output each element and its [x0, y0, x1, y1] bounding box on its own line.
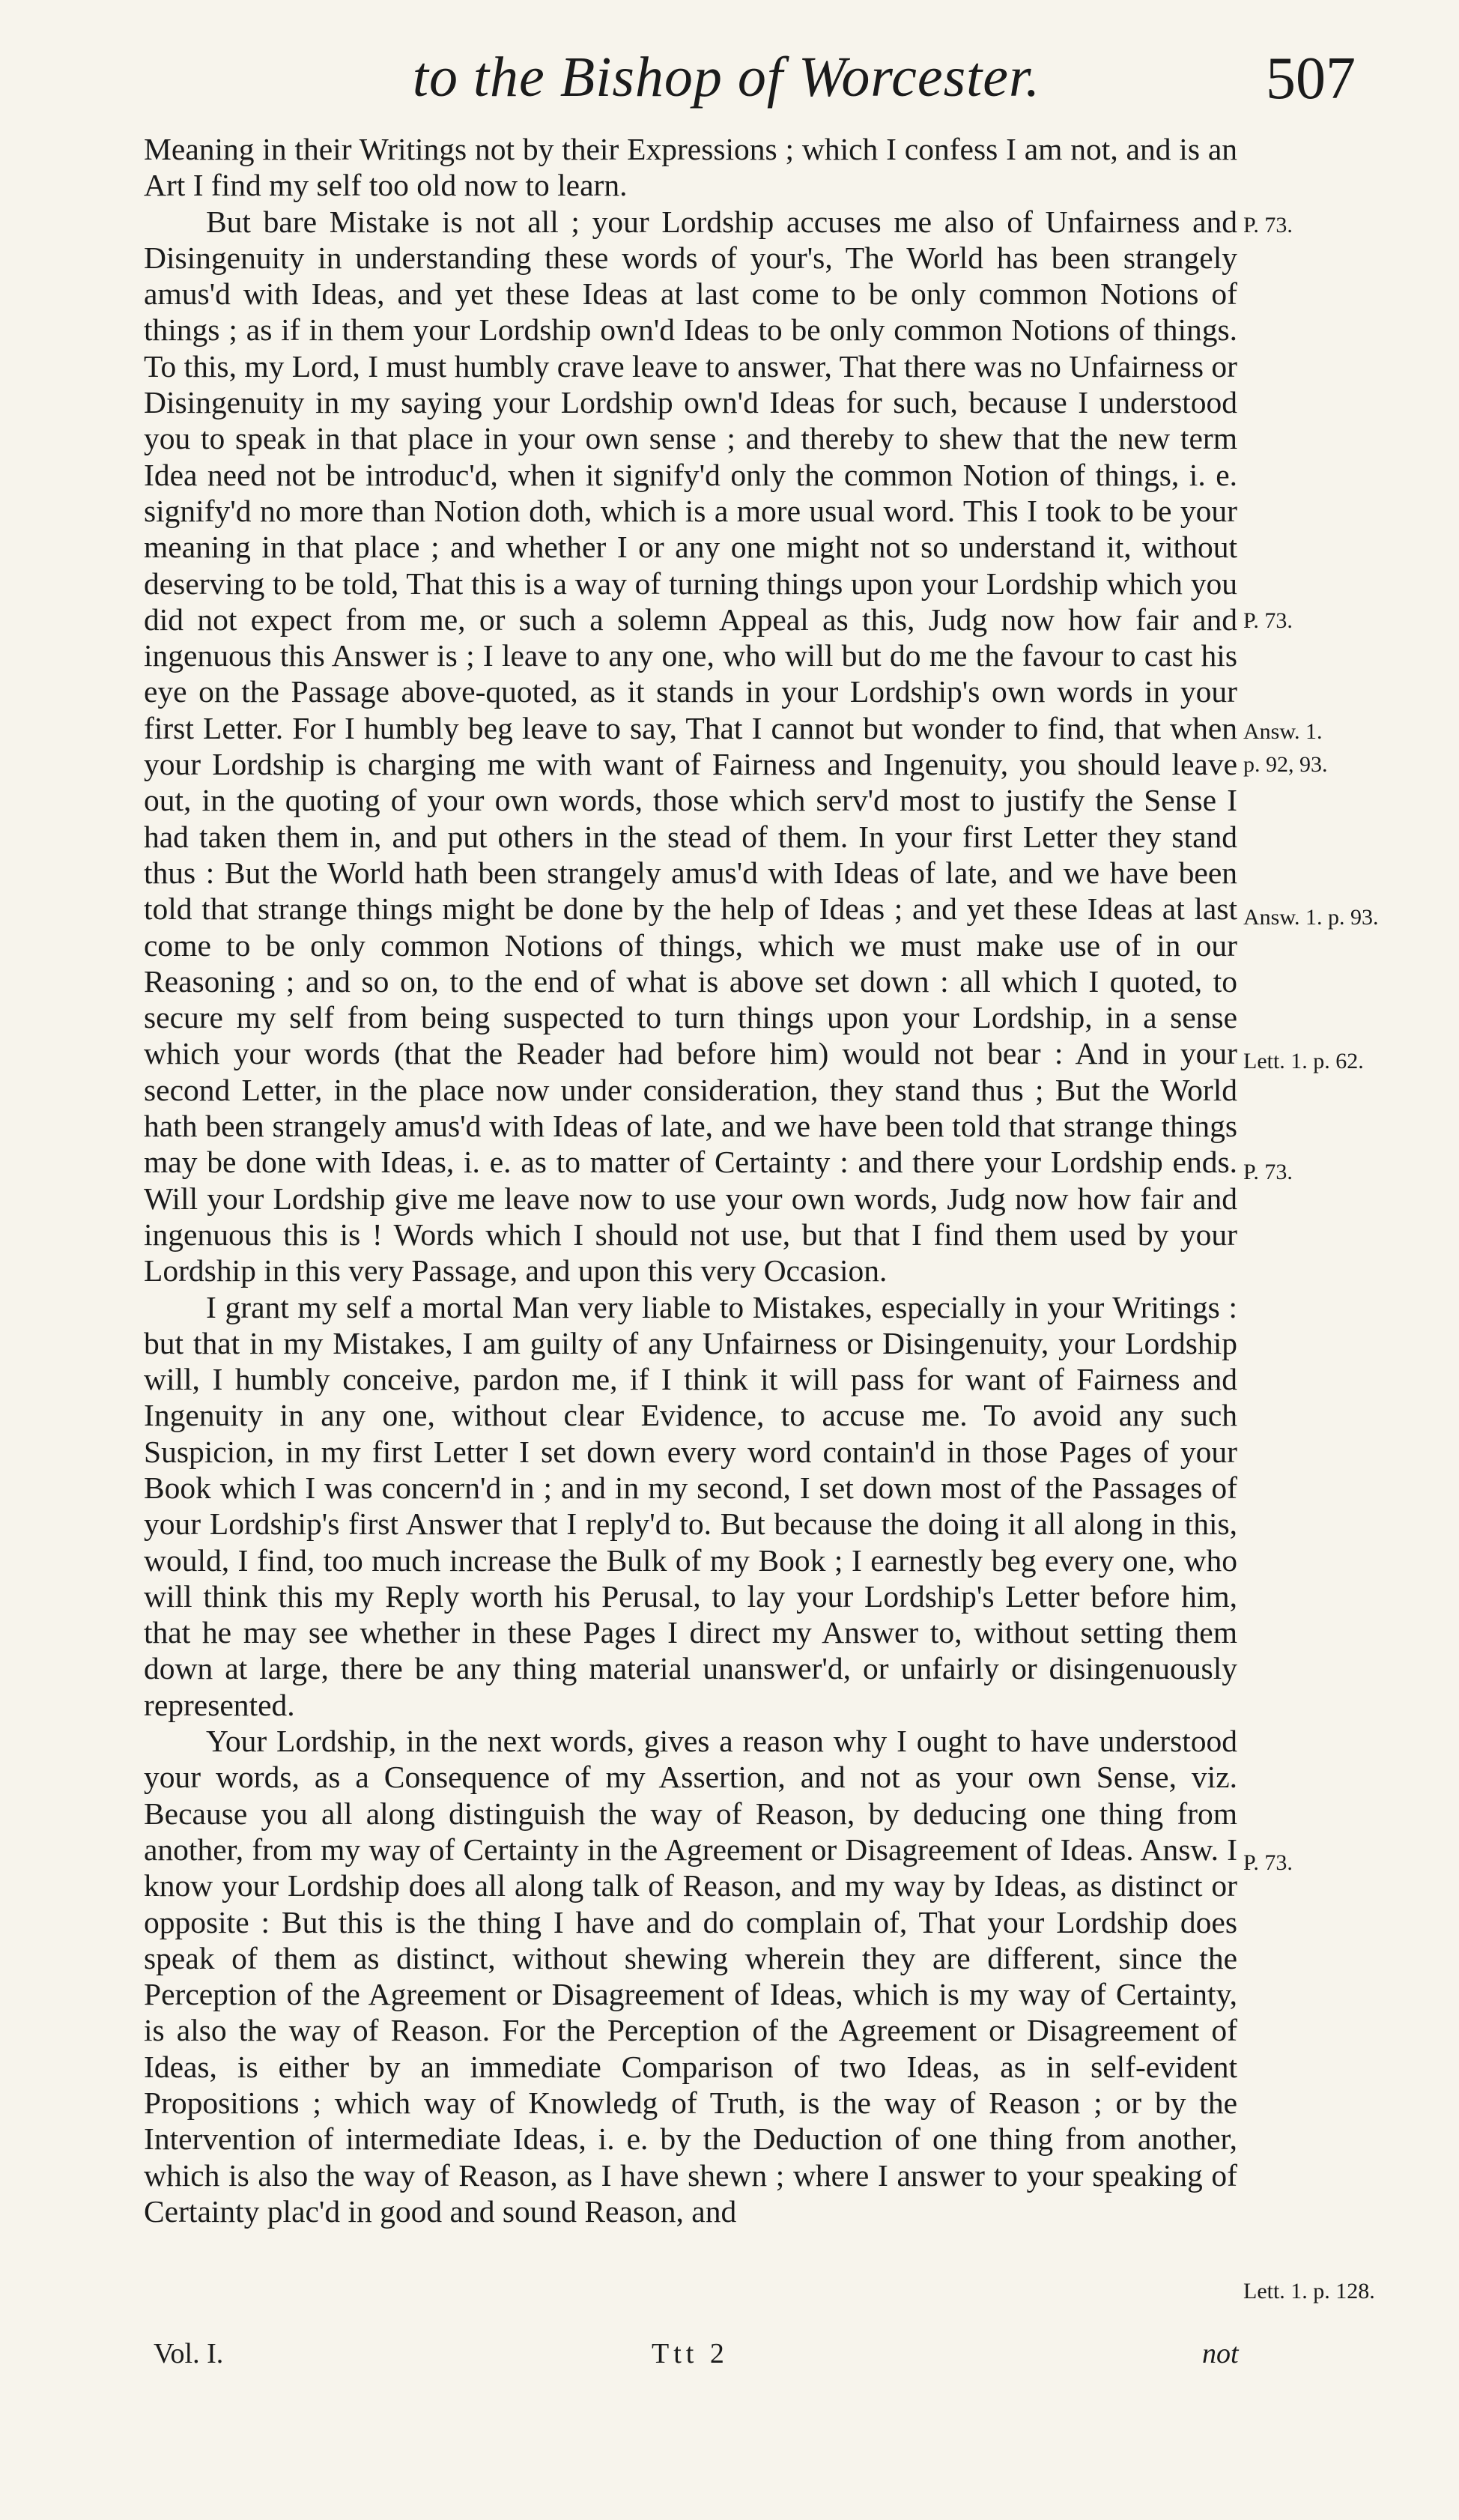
page-header: [0, 45, 1459, 127]
body-text: [144, 131, 1237, 2229]
margin-note: P. 73.: [1243, 1160, 1293, 1184]
catchword: not: [1202, 2338, 1239, 2369]
margin-notes: [1243, 0, 1459, 2520]
margin-note: p. 92, 93.: [1243, 752, 1328, 777]
paragraph: Your Lordship, in the next words, gives a reason why I ought to have understood your words, as a Consequence of my Assertion, and not as your own Sense, viz. Because you all along distinguish the way of Reason, by deducing one thing from another, from my way of Certainty in the Agreement or Disagreement of Ideas. Answ. I know your Lordship does all along talk of Reason, and my way by Ideas, as distinct or opposite : But this is the thing I have and do complain of, That your Lordship does speak of them as distinct, without shewing wherein they are different, since the Perception of the Agreement or Disagreement of Ideas, which is my way of Certainty, is also the way of Reason. For the Perception of the Agreement or Disagreement of Ideas, is either by an immediate Comparison of two Ideas, as in self-evident Propositions ; which way of Knowledg of Truth, is the way of Reason ; or by the Intervention of intermediate Ideas, i. e. by the Deduction of one thing from another, which is also the way of Reason, as I have shewn ; where I answer to your speaking of Certainty plac'd in good and sound Reason, and: [144, 1724, 1237, 2229]
margin-note: Answ. 1. p. 93.: [1243, 905, 1379, 930]
margin-note: Answ. 1.: [1243, 719, 1323, 744]
margin-note: Lett. 1. p. 62.: [1243, 1049, 1364, 1073]
signature-mark: Ttt 2: [652, 2338, 729, 2369]
paragraph: I grant my self a mortal Man very liable to Mistakes, especially in your Writings : but that in my Mistakes, I am guilty of any Unfairness or Disingenuity, your Lordship will, I humbly conceive, pardon me, if I think it will pass for want of Fairness and Ingenuity in any one, without clear Evidence, to accuse me. To avoid any such Suspicion, in my first Letter I set down every word contain'd in those Pages of your Book which I was concern'd in ; and in my second, I set down most of the Passages of your Lordship's first Answer that I reply'd to. But because the doing it all along in this, would, I find, too much increase the Bulk of my Book ; I earnestly beg every one, who will think this my Reply worth his Perusal, to lay your Lordship's Letter before him, that he may see whether in these Pages I direct my Answer to, without setting them down at large, there be any thing material unanswer'd, or unfairly or disingenuously represented.: [144, 1289, 1237, 1722]
margin-note: P. 73.: [1243, 608, 1293, 633]
margin-note: P. 73.: [1243, 213, 1293, 237]
margin-note: Lett. 1. p. 128.: [1243, 2279, 1375, 2304]
page-footer: [0, 2337, 1459, 2382]
paragraph: Meaning in their Writings not by their Expressions ; which I confess I am not, and is an Art I find my self too old now to learn.: [144, 132, 1237, 203]
margin-note: P. 73.: [1243, 1850, 1293, 1875]
running-title: to the Bishop of Worcester.: [412, 46, 1041, 109]
paragraph: But bare Mistake is not all ; your Lordship accuses me also of Unfairness and Disingenuity in understanding these words of your's, The World has been strangely amus'd with Ideas, and yet these Ideas at last come to be only common Notions of things ; as if in them your Lordship own'd Ideas to be only common Notions of things. To this, my Lord, I must humbly crave leave to answer, That there was no Unfairness or Disingenuity in my saying your Lordship own'd Ideas for such, because I understood you to speak in that place in your own sense ; and thereby to shew that the new term Idea need not be introduc'd, when it signify'd only the common Notion of things, i. e. signify'd no more than Notion doth, which is a more usual word. This I took to be your meaning in that place ; and whether I or any one might not so understand it, without deserving to be told, That this is a way of turning things upon your Lordship which you did not expect from me, or such a solemn Appeal as this, Judg now how fair and ingenuous this Answer is ; I leave to any one, who will but do me the favour to cast his eye on the Passage above-quoted, as it stands in your Lordship's own words in your first Letter. For I humbly beg leave to say, That I cannot but wonder to find, that when your Lordship is charging me with want of Fairness and Ingenuity, you should leave out, in the quoting of your own words, those which serv'd most to justify the Sense I had taken them in, and put others in the stead of them. In your first Letter they stand thus : But the World hath been strangely amus'd with Ideas of late, and we have been told that strange things might be done by the help of Ideas ; and yet these Ideas at last come to be only common Notions of things, which we must make use of in our Reasoning ; and so on, to the end of what is above set down : all which I quoted, to secure my self from being suspected to turn things upon your Lordship, in a sense which your words (that the Reader had before him) would not bear : And in your second Letter, in the place now under consideration, they stand thus ; But the World hath been strangely amus'd with Ideas of late, and we have been told that strange things may be done with Ideas, i. e. as to matter of Certainty : and there your Lordship ends. Will your Lordship give me leave now to use your own words, Judg now how fair and ingenuous this is ! Words which I should not use, but that I find them used by your Lordship in this very Passage, and upon this very Occasion.: [144, 204, 1237, 1288]
page-number: 507: [1266, 46, 1356, 112]
volume-label: Vol. I.: [154, 2338, 224, 2369]
